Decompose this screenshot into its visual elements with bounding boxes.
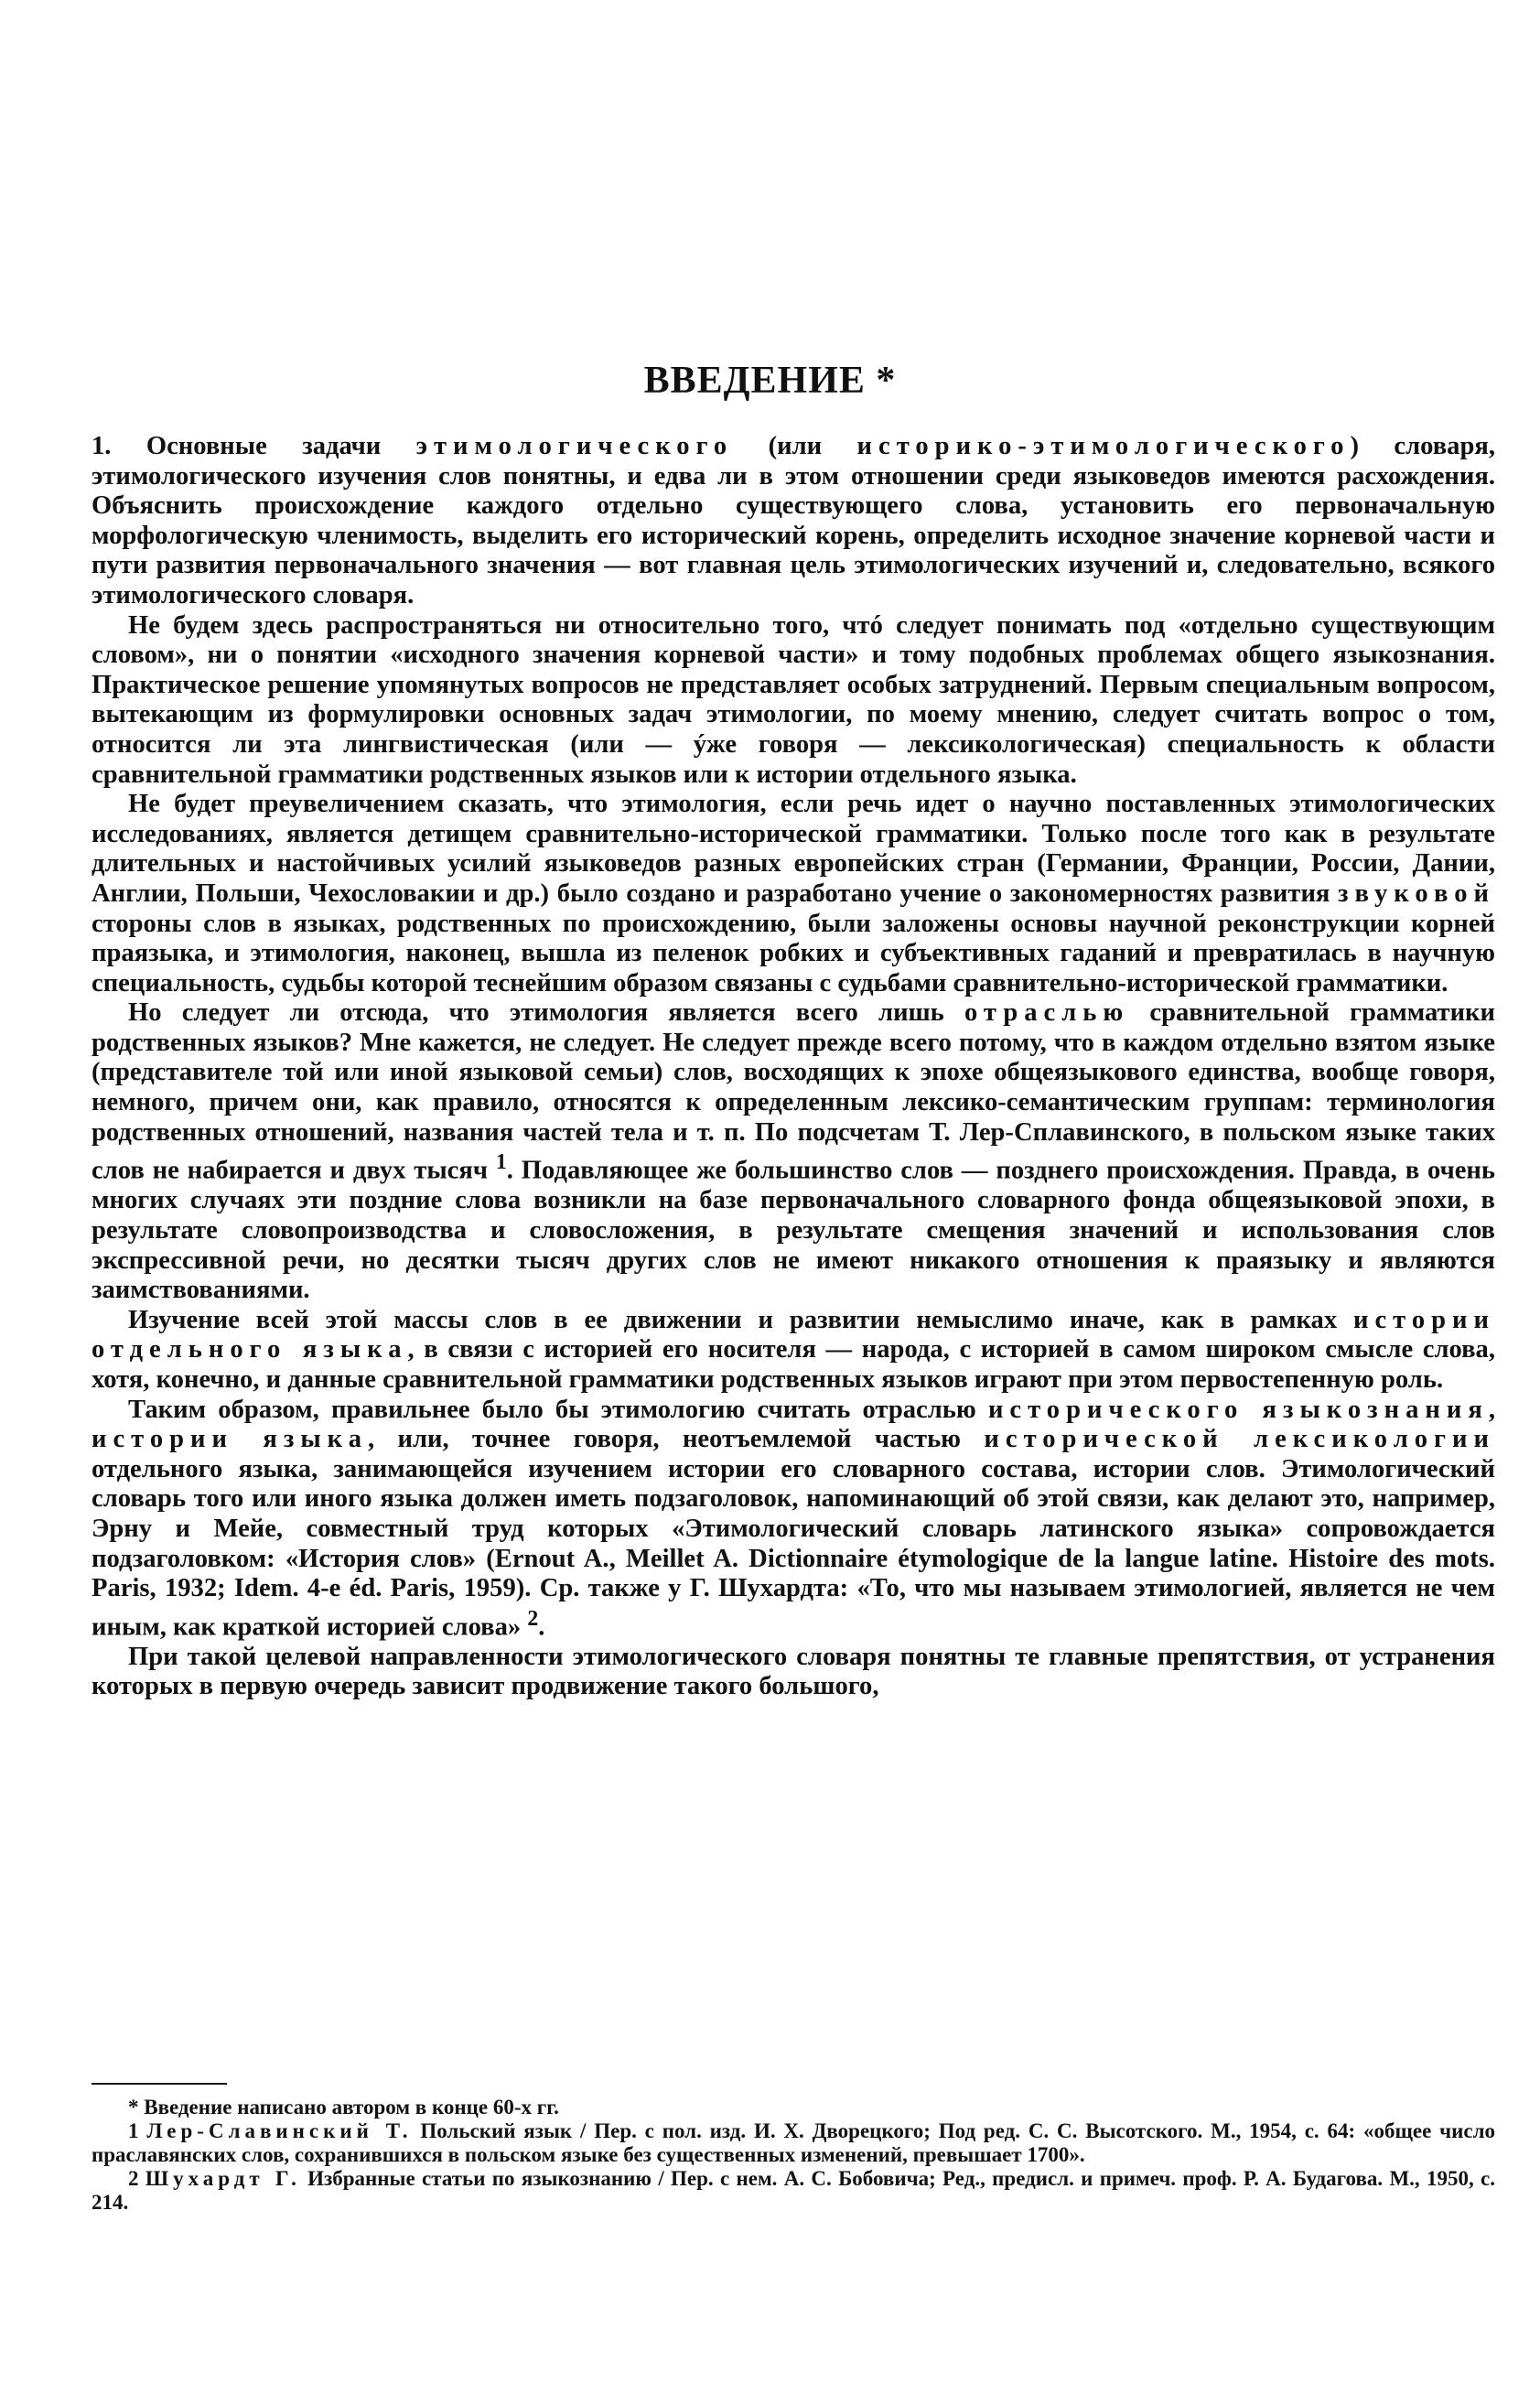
paragraph-4 <box>92 998 1495 1305</box>
footnote-author: Лер-Славинский Т. <box>146 2119 413 2142</box>
footnotes <box>92 2096 1495 2215</box>
spaced-term: звуковой <box>1338 879 1495 908</box>
footnote-1 <box>92 2119 1495 2167</box>
footnote-text: Польский язык / Пер. с пол. изд. И. Х. Дворецкого; Под ред. С. С. Высотского. М., 1954, с. 64: «общее число праславянских слов, сохранившихся в польском языке без существенных изменений, превышает 1700». <box>92 2119 1495 2166</box>
paragraph-7: При такой целевой направленности этимологического словаря понятны те главные препятствия, от устранения которых в первую очередь зависит продвижение такого большого, <box>92 1642 1495 1701</box>
footnote-ref-1[interactable]: 1 <box>495 1150 507 1175</box>
text-run: Но следует ли отсюда, что этимология является всего лишь <box>128 998 964 1028</box>
spaced-term: отраслью <box>964 998 1130 1028</box>
footnote-mark: 1 <box>128 2119 147 2142</box>
spaced-term: истории отдельного языка <box>92 1305 1495 1364</box>
text-run: Изучение всей этой массы слов в ее движении и развитии немыслимо иначе, как в рамках <box>128 1305 1354 1334</box>
footnote-text: Избранные статьи по языкознанию / Пер. с нем. А. С. Бобовича; Ред., предисл. и примеч. проф. Р. А. Будагова. М., 1950, с. 214. <box>92 2167 1495 2214</box>
text-run: ) словаря, этимологического изучения слов понятны, и едва ли в этом отношении среди языковедов имеются расхождения. Объяснить происхождение каждого отдельно существующего слова, установить его первоначальную морфологическую членимость, выделить его исторический корень, определить исходное значение корневой части и пути развития первоначального значения — вот главная цель этимологических изучений и, следовательно, всякого этимологического словаря. <box>92 432 1496 609</box>
text-run: отдельного языка, занимающейся изучением истории его словарного состава, истории слов. Этимологический словарь того или иного языка должен иметь подзаголовок, напоминающий об этой связи, как делают это, например, Эрну и Мейе, совместный труд которых «Этимологический словарь латинского языка» сопровождается подзаголовком: «История слов» (Ernout A., Meillet A. Dictionnaire étymologique de la langue latine. Histoire des mots. Paris, 1932; Idem. 4-e éd. Paris, 1959). Ср. также у Г. Шухардта: «То, что мы называем этимологией, является не чем иным, как краткой историей слова» <box>92 1454 1495 1642</box>
paragraph-6 <box>92 1396 1495 1643</box>
text-run: , в связи с историей его носителя — народа, с историей в самом широком смысле слова, хотя, конечно, и данные сравнительной грамматики родственных языков играют при этом первостепенную роль. <box>92 1335 1495 1394</box>
footnote-2 <box>92 2167 1495 2215</box>
footnote-author: Шухардт Г. <box>145 2167 301 2190</box>
text-run: Не будет преувеличением сказать, что этимология, если речь идет о научно поставленных этимологических исследованиях, является детищем сравнительно-исторической грамматики. Только после того как в результате длительных и настойчивых усилий языковедов разных европейских стран (Германии, Франции, России, Дании, Англии, Польши, Чехословакии и др.) было создано и разработано учение о закономерностях развития <box>92 790 1495 908</box>
footnote-divider <box>92 2083 227 2085</box>
spaced-term: истории языка <box>92 1425 368 1454</box>
text-run: Таким образом, правильнее было бы этимологию считать отраслью <box>128 1395 988 1424</box>
text-run: . Подавляющее же большинство слов — позднего происхождения. Правда, в очень многих случаях эти поздние слова возникли на базе первоначального словарного фонда общеязыковой эпохи, в результате словопроизводства и словосложения, в результате смещения значений и использования слов экспрессивной речи, но десятки тысяч других слов не имеют никакого отношения к праязыку и являются заимствованиями. <box>92 1156 1495 1305</box>
spaced-term: историко-этимологического <box>856 432 1351 460</box>
text-run: , <box>1488 1395 1495 1424</box>
text-run: . <box>538 1612 545 1642</box>
spaced-term: исторической лексикологии <box>984 1425 1495 1454</box>
footnote-star: * Введение написано автором в конце 60-х гг. <box>128 2096 559 2119</box>
spaced-term: этимологического <box>415 432 734 460</box>
body-text <box>92 432 1495 1702</box>
text-run: стороны слов в языках, родственных по происхождению, были заложены основы научной реконструкции корней праязыка, и этимология, наконец, вышла из пеленок робких и субъективных гаданий и превратилась в научную специальность, судьбы которой теснейшим образом связаны с судьбами сравнительно-исторической грамматики. <box>92 909 1495 997</box>
text-run: 1. Основные задачи <box>92 432 416 460</box>
paragraph-5 <box>92 1306 1495 1396</box>
text-run: , или, точнее говоря, неотъемлемой частью <box>368 1425 985 1454</box>
footnote-ref-2[interactable]: 2 <box>527 1606 539 1631</box>
footnote-mark: 2 <box>128 2167 145 2190</box>
page-title: ВВЕДЕНИЕ * <box>643 360 897 402</box>
text-run: сравнительной грамматики родственных языков? Мне кажется, не следует. Не следует прежде всего потому, что в каждом отдельно взятом языке (представителе той или иной языковой семьи) слов, восходящих к эпохе общеязыкового единства, вообще говоря, немного, причем они, как правило, относятся к определенным лексико-семантическим группам: терминология родственных отношений, названия частей тела и т. п. По подсчетам Т. Лер-Сплавинского, в польском языке таких слов не набирается и двух тысяч <box>92 998 1495 1185</box>
paragraph-3 <box>92 790 1495 998</box>
paragraph-1 <box>92 432 1495 611</box>
text-run: (или <box>733 432 857 460</box>
spaced-term: исторического языкознания <box>987 1395 1489 1424</box>
paragraph-2: Не будем здесь распространяться ни относительно того, чтó следует понимать под «отдельно существующим словом», ни о понятии «исходного значения корневой части» и тому подобных проблемах общего языкознания. Практическое решение упомянутых вопросов не представляет особых затруднений. Первым специальным вопросом, вытекающим из формулировки основных задач этимологии, по моему мнению, следует считать вопрос о том, относится ли эта лингвистическая (или — ýже говоря — лексикологическая) специальность к области сравнительной грамматики родственных языков или к истории отдельного языка. <box>92 610 1495 789</box>
